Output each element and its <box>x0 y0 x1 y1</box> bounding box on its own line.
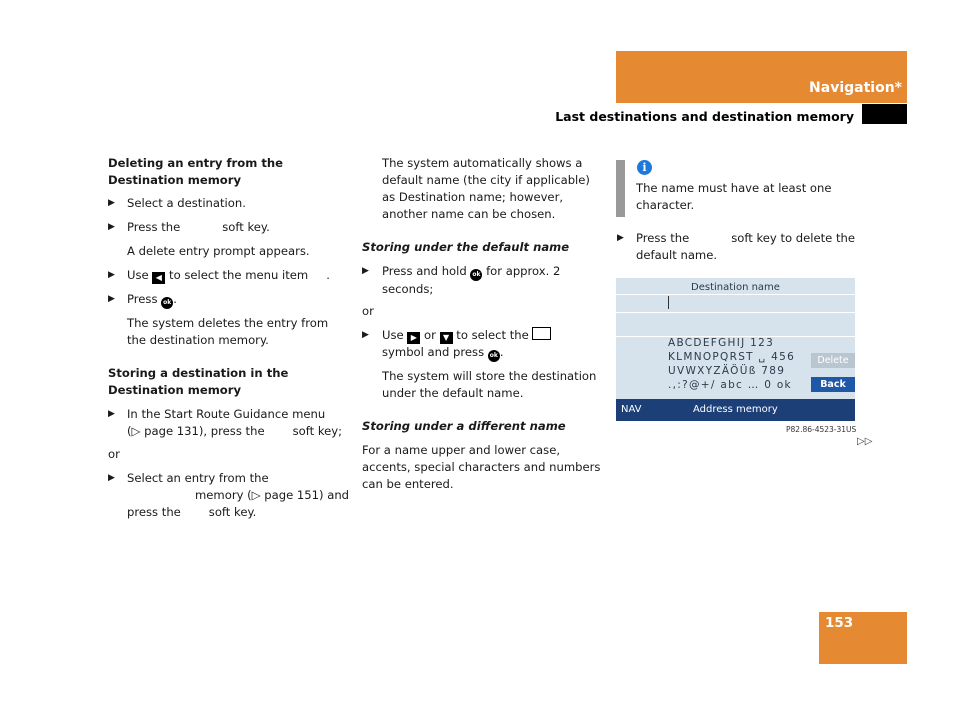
different-name-note: For a name upper and lower case, accents, special characters and numbers can be entered. <box>362 443 601 491</box>
screen-footer <box>616 399 855 421</box>
store-symbol-icon <box>532 327 551 340</box>
info-box-bar <box>616 160 625 217</box>
screen-divider <box>616 294 855 295</box>
keyboard-row-3: UVWXYZÄÖÜß 789 <box>668 365 786 377</box>
step-select-entry: Select an entry from the memory (▷ page 151) and press the soft key. <box>127 471 350 519</box>
chapter-tab <box>862 104 907 124</box>
bullet-icon: ▶ <box>108 198 115 208</box>
step-press-delete: Press the soft key to delete the default name. <box>636 231 856 262</box>
screen-divider <box>616 312 855 313</box>
step-press-softkey: Press the soft key. <box>127 220 270 234</box>
footer-nav-label: NAV <box>621 404 642 415</box>
left-arrow-key-icon: ◀ <box>152 272 165 284</box>
bullet-icon: ▶ <box>108 270 115 280</box>
info-text: The name must have at least one character. <box>636 181 832 212</box>
step-select-symbol: Use ▶ or ▼ to select the symbol and press ok . <box>382 327 602 362</box>
page-number: 153 <box>825 615 854 631</box>
footer-address-memory-label: Address memory <box>693 404 778 415</box>
bullet-icon: ▶ <box>362 330 369 340</box>
bullet-icon: ▶ <box>617 233 624 243</box>
delete-prompt-note: A delete entry prompt appears. <box>127 244 310 258</box>
right-arrow-key-icon: ▶ <box>407 332 420 344</box>
keyboard-row-2: KLMNOPQRST ␣ 456 <box>668 351 796 363</box>
heading-different-name: Storing under a different name <box>362 419 566 433</box>
destination-name-screen <box>616 278 855 421</box>
bullet-icon: ▶ <box>108 222 115 232</box>
heading-storing-destination: Storing a destination in the Destination memory <box>108 366 289 397</box>
step-select-destination: Select a destination. <box>127 196 246 210</box>
keyboard-row-1: ABCDEFGHIJ 123 <box>668 337 775 349</box>
down-arrow-key-icon: ▼ <box>440 332 453 344</box>
system-deletes-note: The system deletes the entry from the destination memory. <box>127 316 329 347</box>
bullet-icon: ▶ <box>108 294 115 304</box>
ok-button-icon: ok <box>161 297 173 309</box>
delete-softkey: Delete <box>811 353 855 368</box>
ok-button-icon: ok <box>488 350 500 362</box>
heading-default-name: Storing under the default name <box>362 240 570 254</box>
step-press-ok: Press ok . <box>127 291 177 309</box>
section-title: Navigation* <box>809 80 902 96</box>
back-softkey: Back <box>811 377 855 392</box>
or-separator: or <box>362 304 374 318</box>
image-reference-code: P82.86-4523-31US <box>786 425 857 434</box>
continued-arrows: ▷▷ <box>857 436 873 447</box>
or-separator: or <box>108 447 120 461</box>
text-cursor <box>668 296 669 309</box>
step-press-hold-ok: Press and hold ok for approx. 2 seconds; <box>382 264 561 296</box>
store-default-note: The system will store the destination under the default name. <box>382 369 597 400</box>
bullet-icon: ▶ <box>108 473 115 483</box>
bullet-icon: ▶ <box>362 266 369 276</box>
screen-title: Destination name <box>691 282 780 293</box>
step-use-left-key: Use ◀ to select the menu item . <box>127 268 330 282</box>
keyboard-row-4: .,:?@+/ abc … 0 ok <box>668 379 792 391</box>
ok-button-icon: ok <box>470 269 482 281</box>
step-start-route-menu: In the Start Route Guidance menu (▷ page 131), press the soft key; <box>127 407 343 438</box>
default-name-note: The system automatically shows a default name (the city if applicable) as Destination name; however, another name can be chosen. <box>382 156 590 221</box>
info-icon: i <box>637 160 652 175</box>
bullet-icon: ▶ <box>108 409 115 419</box>
heading-deleting-entry: Deleting an entry from the Destination memory <box>108 156 284 187</box>
page-subtitle: Last destinations and destination memory <box>555 109 854 124</box>
